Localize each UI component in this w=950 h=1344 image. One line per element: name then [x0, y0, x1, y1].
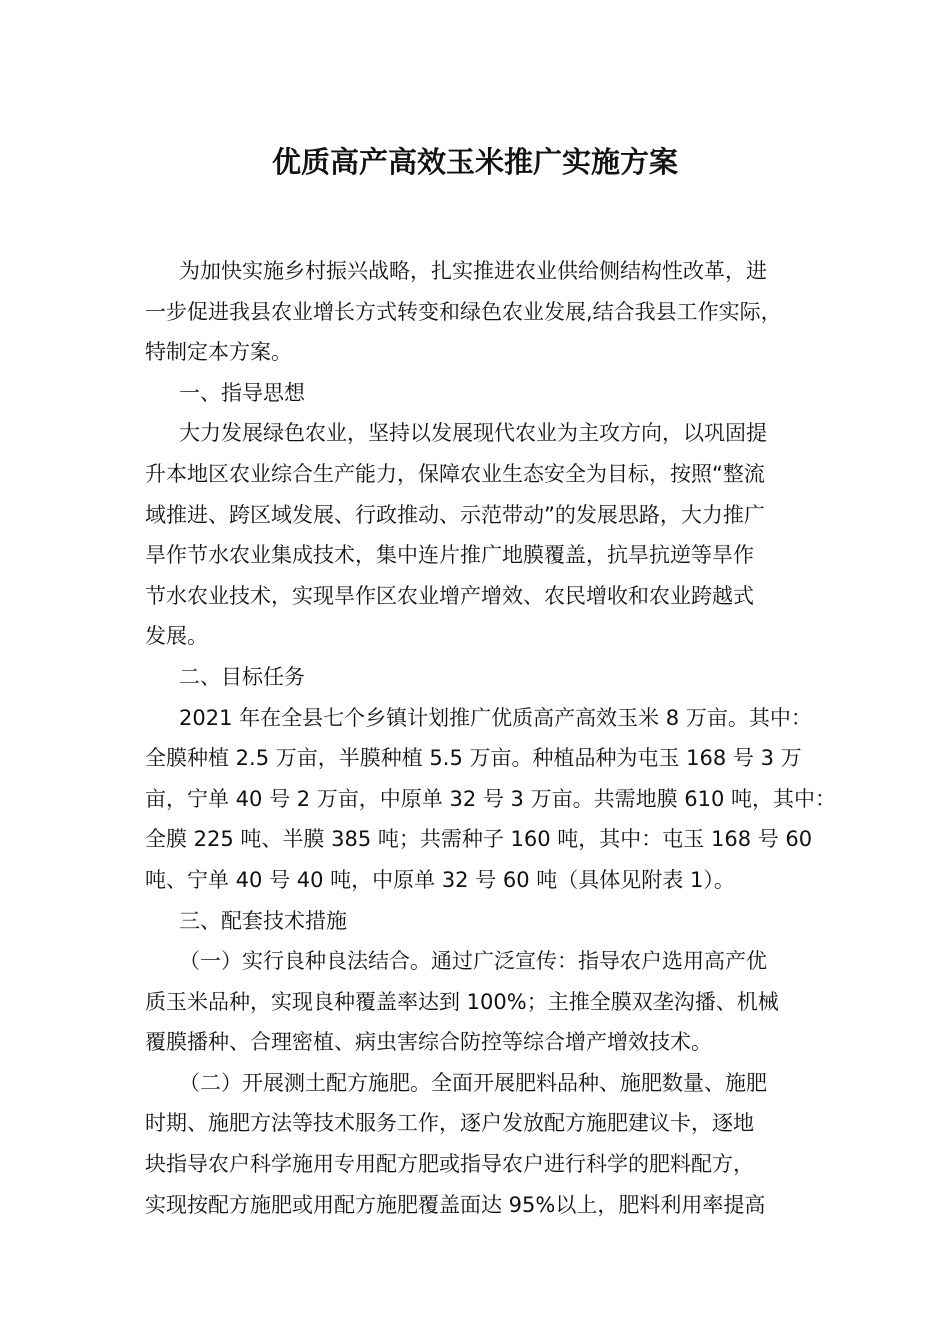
paragraph-line: 吨、宁单 40 号 40 吨，中原单 32 号 60 吨（具体见附表 1）。	[145, 867, 735, 892]
paragraph-line: 为加快实施乡村振兴战略，扎实推进农业供给侧结构性改革，进	[179, 259, 767, 283]
paragraph-line: 2021 年在全县七个乡镇计划推广优质高产高效玉米 8 万亩。其中：	[179, 705, 812, 730]
paragraph-line: 节水农业技术，实现旱作区农业增产增效、农民增收和农业跨越式	[145, 583, 754, 608]
paragraph-line: 块指导农户科学施用专用配方肥或指导农户进行科学的肥料配方，	[145, 1152, 754, 1177]
section-heading: 二、目标任务	[179, 664, 305, 689]
paragraph-line: 域推进、跨区域发展、行政推动、示范带动”的发展思路，大力推广	[145, 502, 765, 527]
paragraph-line: 特制定本方案。	[145, 340, 292, 365]
paragraph-line: 质玉米品种，实现良种覆盖率达到 100%；主推全膜双垄沟播、机械	[145, 989, 779, 1014]
section-heading: 一、指导思想	[179, 380, 305, 405]
section-heading: 三、配套技术措施	[179, 908, 347, 933]
paragraph-line: 大力发展绿色农业，坚持以发展现代农业为主攻方向，以巩固提	[179, 421, 767, 446]
paragraph-line: 发展。	[145, 624, 208, 649]
paragraph-line: 亩，宁单 40 号 2 万亩，中原单 32 号 3 万亩。共需地膜 610 吨，其中：	[145, 786, 836, 811]
paragraph-line: 全膜 225 吨、半膜 385 吨；共需种子 160 吨，其中：屯玉 168 号 60	[145, 827, 813, 852]
paragraph-line: 旱作节水农业集成技术，集中连片推广地膜覆盖，抗旱抗逆等旱作	[145, 543, 754, 568]
paragraph-line: 时期、施肥方法等技术服务工作，逐户发放配方施肥建议卡，逐地	[145, 1111, 754, 1136]
paragraph-line: （二）开展测土配方施肥。全面开展肥料品种、施肥数量、施肥	[179, 1070, 767, 1095]
paragraph-line: 升本地区农业综合生产能力，保障农业生态安全为目标，按照“整流	[145, 461, 765, 486]
document-title: 优质高产高效玉米推广实施方案	[271, 145, 678, 179]
document-body	[145, 251, 835, 1225]
paragraph-line: 覆膜播种、合理密植、病虫害综合防控等综合增产增效技术。	[145, 1030, 712, 1055]
paragraph-line: 全膜种植 2.5 万亩，半膜种植 5.5 万亩。种植品种为屯玉 168 号 3 万	[145, 746, 802, 771]
paragraph-line: 一步促进我县农业增长方式转变和绿色农业发展,结合我县工作实际，	[145, 299, 782, 324]
paragraph-line: （一）实行良种良法结合。通过广泛宣传：指导农户选用高产优	[179, 949, 767, 974]
paragraph-line: 实现按配方施肥或用配方施肥覆盖面达 95%以上，肥料利用率提高	[145, 1192, 766, 1217]
